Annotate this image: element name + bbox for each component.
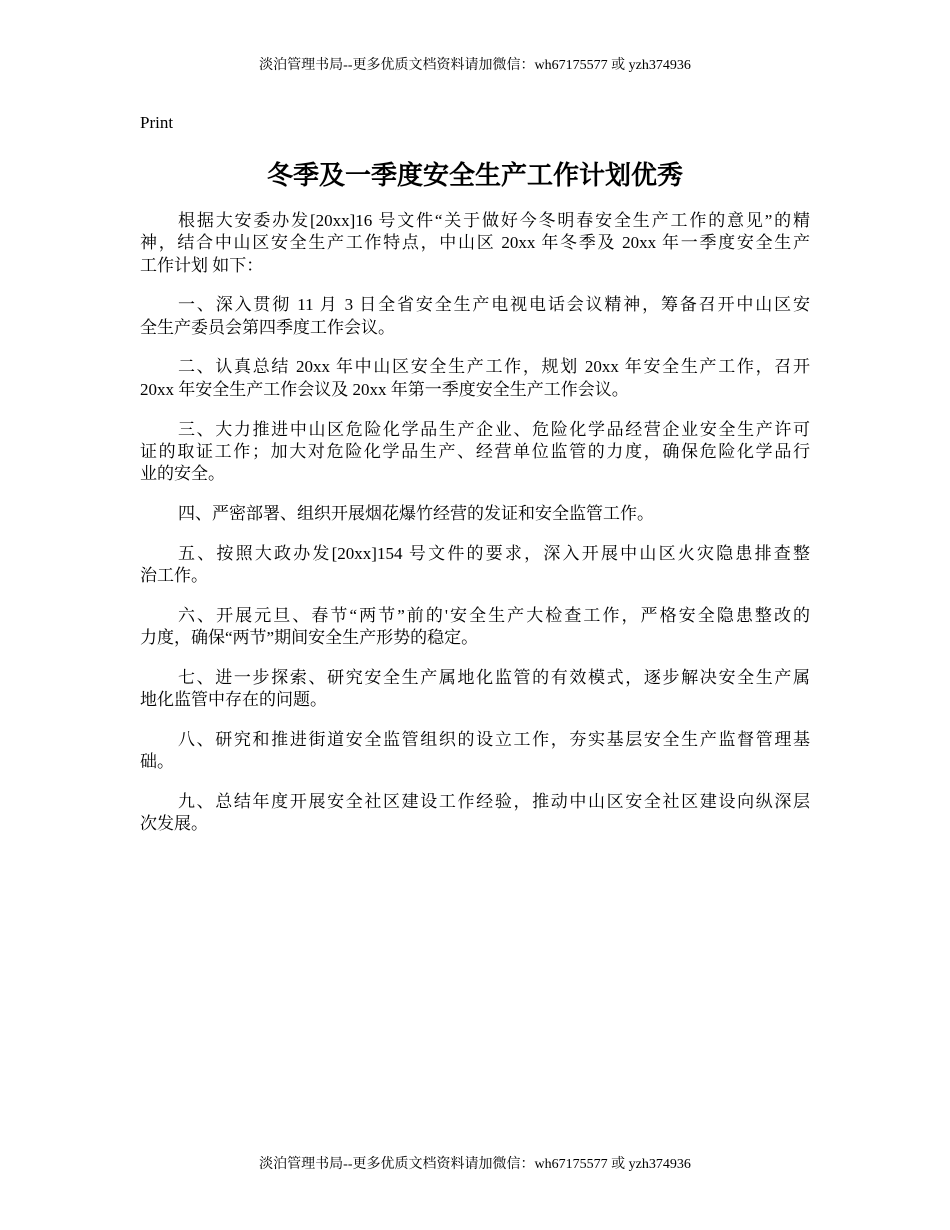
paragraph-line: 业的安全。 bbox=[140, 464, 225, 484]
paragraph-line: 六、开展元旦、春节“两节”前的'安全生产大检查工作，严格安全隐患整改的 bbox=[178, 605, 810, 625]
paragraph-line: 础。 bbox=[140, 752, 174, 772]
paragraph bbox=[140, 356, 810, 401]
paragraph bbox=[140, 605, 810, 650]
paragraph bbox=[140, 294, 810, 339]
paragraph-line: 20xx 年安全生产工作会议及 20xx 年第一季度安全生产工作会议。 bbox=[140, 379, 629, 399]
paragraph-line: 工作计划 如下： bbox=[140, 255, 264, 275]
paragraph-line: 神，结合中山区安全生产工作特点，中山区 20xx 年冬季及 20xx 年一季度安全生产 bbox=[140, 233, 810, 253]
paragraph bbox=[140, 503, 810, 525]
paragraph-line: 五、按照大政办发[20xx]154 号文件的要求，深入开展中山区火灾隐患排查整 bbox=[178, 543, 810, 563]
paragraph-line: 全生产委员会第四季度工作会议。 bbox=[140, 317, 395, 337]
page-footer: 淡泊管理书局--更多优质文档资料请加微信：wh67175577 或 yzh374936 bbox=[259, 1157, 691, 1172]
paragraph-line: 九、总结年度开展安全社区建设工作经验，推动中山区安全社区建设向纵深层 bbox=[178, 792, 810, 812]
paragraph-line: 三、大力推进中山区危险化学品生产企业、危险化学品经营企业安全生产许可 bbox=[178, 419, 810, 439]
print-label: Print bbox=[140, 113, 174, 132]
document-body bbox=[140, 210, 810, 853]
paragraph-line: 证的取证工作；加大对危险化学品生产、经营单位监管的力度，确保危险化学品行 bbox=[140, 441, 810, 461]
paragraph-line: 力度，确保“两节”期间安全生产形势的稳定。 bbox=[140, 628, 479, 648]
paragraph bbox=[140, 543, 810, 588]
page-header: 淡泊管理书局--更多优质文档资料请加微信：wh67175577 或 yzh374936 bbox=[259, 58, 691, 73]
paragraph-line: 次发展。 bbox=[140, 814, 208, 834]
paragraph bbox=[140, 729, 810, 774]
paragraph-line: 八、研究和推进街道安全监管组织的设立工作，夯实基层安全生产监督管理基 bbox=[178, 730, 810, 750]
paragraph-line: 二、认真总结 20xx 年中山区安全生产工作，规划 20xx 年安全生产工作，召开 bbox=[178, 357, 810, 377]
paragraph bbox=[140, 210, 810, 277]
paragraph-line: 七、进一步探索、研究安全生产属地化监管的有效模式，逐步解决安全生产属 bbox=[178, 667, 810, 687]
paragraph bbox=[140, 419, 810, 486]
paragraph-line: 四、严密部署、组织开展烟花爆竹经营的发证和安全监管工作。 bbox=[178, 503, 654, 523]
paragraph-line: 地化监管中存在的问题。 bbox=[140, 690, 327, 710]
paragraph bbox=[140, 667, 810, 712]
paragraph-line: 治工作。 bbox=[140, 566, 208, 586]
paragraph bbox=[140, 791, 810, 836]
document-title: 冬季及一季度安全生产工作计划优秀 bbox=[266, 161, 683, 190]
paragraph-line: 一、深入贯彻 11 月 3 日全省安全生产电视电话会议精神，筹备召开中山区安 bbox=[178, 295, 810, 315]
paragraph-line: 根据大安委办发[20xx]16 号文件“关于做好今冬明春安全生产工作的意见”的精 bbox=[178, 211, 810, 230]
